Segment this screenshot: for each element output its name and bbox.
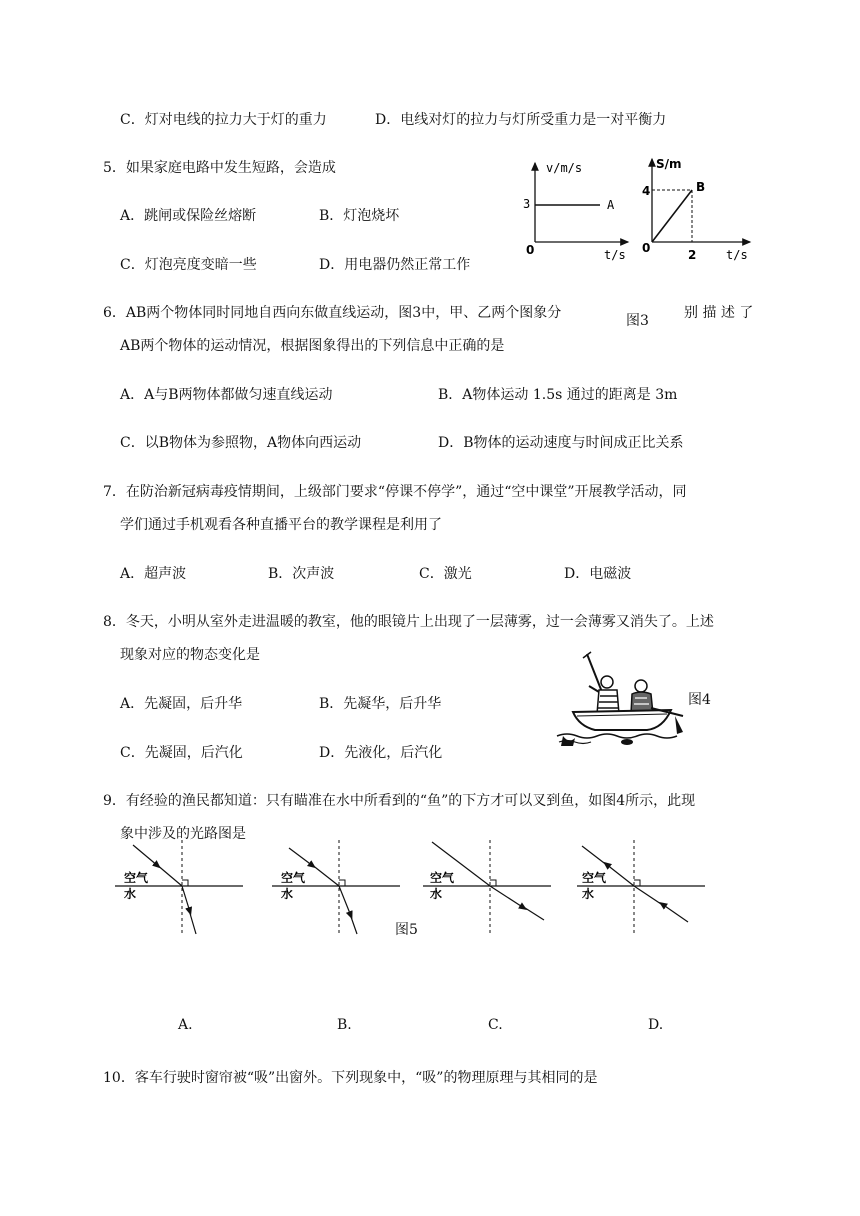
q8-stem-line2: 现象对应的物态变化是 xyxy=(120,647,260,663)
q9-stem-line1: 9．有经验的渔民都知道：只有瞄准在水中所看到的“鱼”的下方才可以叉到鱼，如图4所示，此现 xyxy=(103,793,696,809)
q6-stem-line1: 6．AB两个物体同时同地自西向东做直线运动，图3中，甲、乙两个图象分 xyxy=(103,305,562,321)
fig3-caption: 图3 xyxy=(626,313,649,329)
q6-stem-line1-end: 别 描 述 了 xyxy=(684,305,754,321)
fig3a-origin: 0 xyxy=(526,243,535,257)
q6-option-a: A．A与B两物体都做匀速直线运动 xyxy=(120,387,333,403)
q5-stem: 5．如果家庭电路中发生短路，会造成 xyxy=(103,160,336,176)
fig3-graph-a xyxy=(520,155,640,265)
q7-option-b: B．次声波 xyxy=(268,566,335,582)
q7-stem-line2: 学们通过手机观看各种直播平台的教学课程是利用了 xyxy=(120,517,442,533)
diagram-d-water-label: 水 xyxy=(582,887,595,901)
ray-diagram-d xyxy=(577,840,705,935)
diagram-b-air-label: 空气 xyxy=(281,871,306,885)
q5-option-c: C．灯泡亮度变暗一些 xyxy=(120,257,257,273)
q6-option-b: B．A物体运动 1.5s 通过的距离是 3m xyxy=(438,387,678,403)
q5-option-d: D．用电器仍然正常工作 xyxy=(319,257,471,273)
fig3a-y-tick: 3 xyxy=(523,197,531,211)
ray-diagram-a xyxy=(115,840,243,935)
q4-option-c: C．灯对电线的拉力大于灯的重力 xyxy=(120,112,327,128)
q8-option-a: A．先凝固，后升华 xyxy=(120,696,243,712)
diagram-c-air-label: 空气 xyxy=(430,871,455,885)
q7-stem-line1: 7．在防治新冠病毒疫情期间，上级部门要求“停课不停学”，通过“空中课堂”开展教学活动，同 xyxy=(103,484,687,500)
fig3a-x-label: t/s xyxy=(604,248,626,262)
q6-stem-line2: AB两个物体的运动情况，根据图象得出的下列信息中正确的是 xyxy=(120,338,505,354)
q9-label-a: A. xyxy=(178,1017,193,1033)
fig3b-y-tick: 4 xyxy=(642,184,651,198)
q10-stem: 10．客车行驶时窗帘被“吸”出窗外。下列现象中，“吸”的物理原理与其相同的是 xyxy=(103,1070,598,1086)
fig3b-y-label: S/m xyxy=(656,157,682,171)
fig5-caption: 图5 xyxy=(395,922,418,938)
q5-option-a: A．跳闸或保险丝熔断 xyxy=(120,208,257,224)
diagram-a-water-label: 水 xyxy=(124,887,137,901)
q6-option-d: D．B物体的运动速度与时间成正比关系 xyxy=(438,435,684,451)
q7-option-a: A．超声波 xyxy=(120,566,187,582)
diagram-b-water-label: 水 xyxy=(281,887,294,901)
fig3-graph-b xyxy=(640,155,760,265)
q5-option-b: B．灯泡烧坏 xyxy=(319,208,400,224)
diagram-d-air-label: 空气 xyxy=(582,871,607,885)
ray-diagram-c xyxy=(423,840,551,935)
q9-label-b: B. xyxy=(337,1017,352,1033)
fig4-fisherman-illustration xyxy=(555,650,690,750)
fig3b-x-tick: 2 xyxy=(688,248,697,262)
diagram-a-air-label: 空气 xyxy=(124,871,149,885)
diagram-c-water-label: 水 xyxy=(430,887,443,901)
q4-option-d: D．电线对灯的拉力与灯所受重力是一对平衡力 xyxy=(375,112,667,128)
q6-option-c: C．以B物体为参照物，A物体向西运动 xyxy=(120,435,362,451)
fig3a-series-label: A xyxy=(607,198,615,212)
fig3b-origin: 0 xyxy=(642,241,651,255)
q8-option-d: D．先液化，后汽化 xyxy=(319,745,443,761)
q7-option-d: D．电磁波 xyxy=(564,566,632,582)
fig3a-y-label: v/m/s xyxy=(546,161,583,175)
q9-stem-line2: 象中涉及的光路图是 xyxy=(120,826,246,842)
q7-option-c: C．激光 xyxy=(419,566,472,582)
fig3b-x-label: t/s xyxy=(726,248,748,262)
fig3b-series-label: B xyxy=(696,180,706,194)
q9-label-c: C. xyxy=(488,1017,503,1033)
q9-label-d: D. xyxy=(648,1017,664,1033)
ray-diagram-b xyxy=(272,840,400,935)
q8-stem-line1: 8．冬天，小明从室外走进温暖的教室，他的眼镜片上出现了一层薄雾，过一会薄雾又消失了。上述 xyxy=(103,614,714,630)
q8-option-b: B．先凝华，后升华 xyxy=(319,696,442,712)
q8-option-c: C．先凝固，后汽化 xyxy=(120,745,243,761)
fig4-caption: 图4 xyxy=(688,692,711,708)
